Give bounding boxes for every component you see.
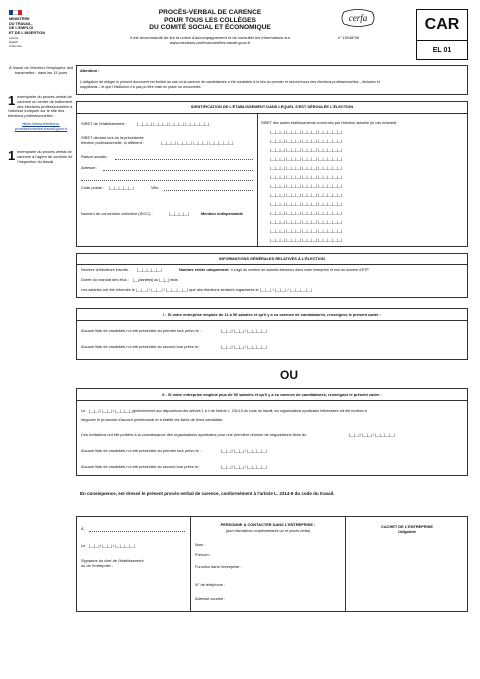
contact-title: PERSONNE À CONTACTER DANS L'ENTREPRISE : xyxy=(220,522,316,527)
motto-1: Liberté xyxy=(9,36,19,41)
section-2-line1-le: Le xyxy=(81,408,86,413)
cerfa-number: n° 15248*06 xyxy=(338,36,359,40)
duration-label: Durée du mandat des élus : xyxy=(81,277,129,282)
other-siret-9[interactable]: |__|__|__| |__|__|__| |__|__|__| |__|__|__|__|__| xyxy=(270,201,343,206)
identification-box xyxy=(76,101,468,247)
section-1-box xyxy=(76,308,468,360)
electors-field[interactable]: |__|__|__|__|__| xyxy=(137,267,162,272)
signature-date-field[interactable]: |__|__| / |__|__| / |__|__|__|__| xyxy=(89,543,135,548)
contact-subtitle: (pour informations complémentaires sur ce procès-verbal) xyxy=(225,529,311,533)
signature-box xyxy=(76,516,468,612)
ministry-name-1: MINISTÈRE xyxy=(9,17,30,21)
section-2-invit-label: Ces invitations ont été portées à la connaissance des organisations syndicales pour une première réunion de négociations fixée au xyxy=(81,432,307,437)
contact-fonction-label: Fonction dans l'entreprise : xyxy=(195,564,242,569)
conclusion-text: En conséquence, est dressé le présent procès-verbal de carence, conformément à l'article L. 2314-9 du code du travail. xyxy=(80,491,335,496)
other-siret-13[interactable]: |__|__|__| |__|__|__| |__|__|__| |__|__|__|__|__| xyxy=(270,237,343,242)
contact-prenom-label: Prénom : xyxy=(195,552,211,557)
code-postal-label: Code postal : xyxy=(81,185,104,190)
identification-title: IDENTIFICATION DE L'ÉTABLISSEMENT DANS LEQUEL S'EST DÉROULÉE L'ÉLECTION xyxy=(190,104,354,109)
signature-label-1: Signature du chef de l'établissement xyxy=(81,558,144,563)
siret-prev-label-1: SIRET déclaré lors de la précédente xyxy=(81,135,144,140)
duration-field[interactable]: |__| année(s) ou |__|__| mois xyxy=(133,277,178,282)
siret-prev-field[interactable]: |__|__|__| |__|__|__| |__|__|__| |__|__|__|__|__| xyxy=(161,140,234,145)
cerfa-logo-text: cerfa xyxy=(348,13,368,23)
ministry-name-4: ET DE L'INSERTION xyxy=(9,30,46,35)
electors-note: : Il s'agit du nombre de salariés électeurs dans votre entreprise et non du nombre d'ETP xyxy=(229,268,369,272)
raison-sociale-label: Raison sociale : xyxy=(81,154,109,159)
section-1-first-label: Aucune liste de candidats n'a été présentée au premier tour prévu le : xyxy=(81,328,201,333)
signature-label-2: ou de l'entreprise : xyxy=(81,563,113,568)
section-2-line2-text: négocier le protocole d'accord préélectoral et à établir les listes de leurs candidats. xyxy=(81,417,224,422)
section-1-second-date[interactable]: |__|__| / |__|__| / |__|__|__|__| xyxy=(221,344,267,349)
cerfa-logo-icon xyxy=(338,9,378,27)
other-siret-11[interactable]: |__|__|__| |__|__|__| |__|__|__| |__|__|__|__|__| xyxy=(270,219,343,224)
section-2-first-label: Aucune liste de candidats n'a été présentée au premier tour prévu le : xyxy=(81,448,201,453)
attention-box xyxy=(76,65,468,95)
idcc-label: Numéro de convention collective (IDCC) : xyxy=(81,211,153,216)
ministry-logo xyxy=(9,10,71,48)
idcc-field[interactable]: |__|__|__|__| xyxy=(169,211,189,216)
siret-label: SIRET de l'établissement : xyxy=(81,121,127,126)
idcc-mandatory-note: Mention indispensable xyxy=(201,211,243,216)
motto-3: Fraternité xyxy=(9,43,22,48)
ministry-name-2: DU TRAVAIL, xyxy=(9,21,33,26)
section-1-second-label: Aucune liste de candidats n'a été présentée au second tour prévu le : xyxy=(81,344,201,349)
section-1-title: I - Si votre entreprise emploie de 11 à 50 salariés et qu'il y a eu carence de candidatures, renseignez le présent cadre : xyxy=(163,312,381,317)
title-line-1: PROCÈS-VERBAL DE CARENCE xyxy=(158,9,262,16)
attention-line-1: L'obligation de rédiger le présent document est limitée au cas où la carence de candidatures a été constatée à la fois au premier et second tours des élections professionnelles – titulaires et xyxy=(80,80,380,84)
attention-line-2: suppléants – et que l'institution n'a pas pu être mise en place ou renouvelée. xyxy=(80,85,202,89)
code-postal-field[interactable]: |__|__|__|__|__| xyxy=(109,185,134,190)
title-line-2: POUR TOUS LES COLLÈGES xyxy=(164,16,256,24)
attention-title: Attention : xyxy=(80,68,100,73)
or-separator: OU xyxy=(280,368,298,382)
electors-label: Nombre d'électeurs inscrits : xyxy=(81,267,130,272)
other-siret-7[interactable]: |__|__|__| |__|__|__| |__|__|__| |__|__|__|__|__| xyxy=(270,183,343,188)
sidebar-item-2-num: 1 xyxy=(8,148,16,163)
note-link[interactable]: www.elections-professionnelles.travail.gouv.fr xyxy=(169,40,251,45)
stamp-caption: Obligatoire xyxy=(398,530,416,534)
other-siret-5[interactable]: |__|__|__| |__|__|__| |__|__|__| |__|__|__|__|__| xyxy=(270,165,343,170)
other-siret-1[interactable]: |__|__|__| |__|__|__| |__|__|__| |__|__|__|__|__| xyxy=(270,129,343,134)
sidebar-item-2-text: exemplaire du procès-verbal de carence à l'agent de contrôle de l'inspection du travail xyxy=(17,149,73,164)
sidebar-item-1-text: exemplaire du procès-verbal de carence au centre de traitement des élections professionnelles à l'adresse indiquée sur le site des élections professionnelles : xyxy=(8,94,73,119)
ville-field[interactable] xyxy=(164,190,253,191)
section-2-title: II - Si votre entreprise emploie plus de 50 salariés et qu'il y a eu carence de candidatures, renseignez le présent cadre : xyxy=(162,392,382,397)
sidebar-item-1-num: 1 xyxy=(8,93,16,108)
other-siret-12[interactable]: |__|__|__| |__|__|__| |__|__|__| |__|__|__|__|__| xyxy=(270,228,343,233)
sidebar-item-2 xyxy=(8,150,74,164)
section-2-second-label: Aucune liste de candidats n'a été présentée au second tour prévu le : xyxy=(81,464,201,469)
title-line-3: DU COMITÉ SOCIAL ET ÉCONOMIQUE xyxy=(149,24,271,32)
form-code: CAR xyxy=(417,10,467,41)
sidebar-item-1 xyxy=(8,95,74,132)
other-siret-3[interactable]: |__|__|__| |__|__|__| |__|__|__| |__|__|__|__|__| xyxy=(270,147,343,152)
adresse-label: Adresse : xyxy=(81,165,98,170)
signature-place-label: À xyxy=(81,526,84,531)
general-info-title: INFORMATIONS GÉNÉRALES RELATIVES À L'ÉLECTION xyxy=(219,256,325,261)
adresse-field-2[interactable] xyxy=(81,180,253,181)
section-2-second-date[interactable]: |__|__| / |__|__| / |__|__|__|__| xyxy=(221,464,267,469)
signature-date-label: Le xyxy=(81,543,86,548)
contact-nom-label: Nom : xyxy=(195,542,206,547)
section-1-first-date[interactable]: |__|__| / |__|__| / |__|__|__|__| xyxy=(221,328,267,333)
motto-2: Égalité xyxy=(9,39,19,44)
header-note xyxy=(106,35,314,45)
siret-prev-label-2: élection professionnelle, si différent : xyxy=(81,140,144,145)
raison-sociale-field[interactable] xyxy=(115,159,253,160)
section-2-first-date[interactable]: |__|__| / |__|__| / |__|__|__|__| xyxy=(221,448,267,453)
ministry-name-3: DE L'EMPLOI xyxy=(9,26,34,31)
ville-label: Ville : xyxy=(151,185,161,190)
stamp-title: CACHET DE L'ENTREPRISE xyxy=(381,524,433,529)
siret-field[interactable]: |__|__|__| |__|__|__| |__|__|__| |__|__|__|__|__| xyxy=(137,121,210,126)
informed-line[interactable]: Les salariés ont été informés le |__|__| / |__|__| / |__|__|__|__| que des élections seraient organisées le |__|__| / |__|__| / |__|__|__|__| xyxy=(81,287,312,292)
form-subcode: EL 01 xyxy=(432,47,452,54)
other-siret-8[interactable]: |__|__|__| |__|__|__| |__|__|__| |__|__|__|__|__| xyxy=(270,192,343,197)
contact-email-label: Adresse courriel : xyxy=(195,596,226,601)
other-siret-6[interactable]: |__|__|__| |__|__|__| |__|__|__| |__|__|__|__|__| xyxy=(270,174,343,179)
flag-icon xyxy=(9,10,22,15)
sidebar-intro: À l'issue de l'élection l'employeur doit transmettre : dans les 15 jours xyxy=(8,65,74,75)
section-2-invitation-date[interactable]: |__|__| / |__|__| / |__|__|__|__| xyxy=(89,408,135,413)
general-info-box xyxy=(76,253,468,298)
contact-phone-label: N° de téléphone : xyxy=(195,582,226,587)
other-siret-label: SIRET des autres établissements concernés par l'élection actuelle (le cas échéant) : xyxy=(261,121,399,125)
note-line-1: Il est recommandé de lire la notice d'accompagnement et de consulter les informations sur xyxy=(130,35,290,40)
section-2-line1-text: conformément aux dispositions des articles 1 à 4 de l'article L. 2314-5 du code du travail, les organisations syndicales intéressées ont été invitées à xyxy=(132,409,367,413)
form-code-box xyxy=(416,9,468,60)
electors-note-bold: Nombre entier uniquement xyxy=(179,267,229,272)
form-title xyxy=(106,9,314,32)
other-siret-10[interactable]: |__|__|__| |__|__|__| |__|__|__| |__|__|__|__|__| xyxy=(270,210,343,215)
stamp-area[interactable] xyxy=(353,539,461,605)
other-siret-4[interactable]: |__|__|__| |__|__|__| |__|__|__| |__|__|__|__|__| xyxy=(270,156,343,161)
sidebar-link-2[interactable]: professionnelles.travail.gouv.fr xyxy=(14,125,68,131)
adresse-field-1[interactable] xyxy=(103,170,253,171)
signature-place-field[interactable] xyxy=(89,531,185,532)
section-2-meeting-date[interactable]: |__|__| / |__|__| / |__|__|__|__| xyxy=(349,432,395,437)
ministry-motto xyxy=(9,37,71,48)
sidebar-link-1[interactable]: https://www.elections- xyxy=(22,120,60,126)
other-siret-2[interactable]: |__|__|__| |__|__|__| |__|__|__| |__|__|__|__|__| xyxy=(270,138,343,143)
section-2-box xyxy=(76,388,468,476)
